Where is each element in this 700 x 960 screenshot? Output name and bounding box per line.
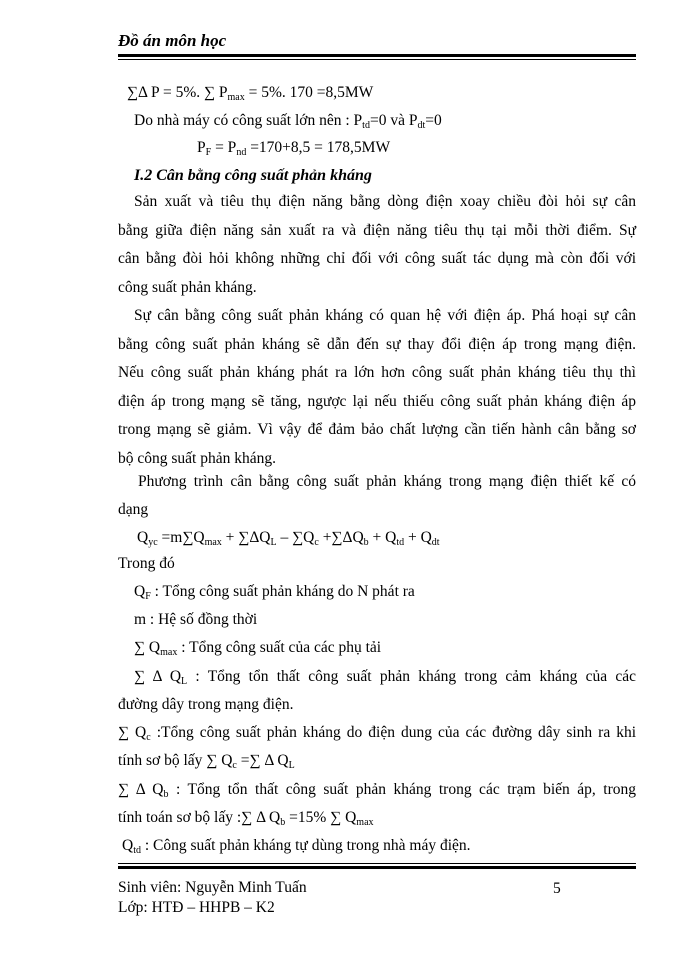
def-qmax: ∑ $Q_{max}$ : Tổng công suất của các phụ tải [134,639,382,658]
para2-line: bộ công suất phản kháng. [118,450,276,467]
footer-class: Lớp: HTĐ – HHPB – K2 [118,899,275,916]
page-number: 5 [553,880,561,897]
def-qc-cont: tính sơ bộ lấy ∑ $Q_c$ =∑ Δ $Q_L$ [118,752,295,771]
para3-line: dạng [118,501,149,518]
para2-line: Sự cân bằng công suất phản kháng có quan hệ với điện áp. Phá hoại sự cân [134,307,636,324]
def-qb: ∑ Δ $Q_b$ : Tổng tổn thất công suất phản kháng trong các trạm biến áp, trong [118,781,636,800]
para1-line: bằng giữa điện năng sản xuất ra và điện năng tiêu thụ tại mỗi thời điểm. Sự [118,222,636,239]
para1-line: công suất phản kháng. [118,279,257,296]
section-heading: I.2 Cân bằng công suất phản kháng [134,167,372,184]
def-qtd: $Q_{td}$ : Công suất phản kháng tự dùng trong nhà máy điện. [122,837,471,856]
def-ql: ∑ Δ $Q_L$ : Tổng tổn thất công suất phản kháng trong cảm kháng của các [134,668,636,687]
def-m: m : Hệ số đồng thời [134,611,258,628]
para1-line: Sản xuất và tiêu thụ điện năng bằng dòng điện xoay chiều đòi hỏi sự cân [134,193,636,210]
footer-student: Sinh viên: Nguyễn Minh Tuấn [118,879,307,896]
header-rule-thin [118,59,636,60]
para2-line: bằng công suất phản kháng sẽ dẫn đến sự thay đổi điện áp trong mạng điện. [118,336,636,353]
footer-rule-thick [118,866,636,869]
para2-line: trong mạng sẽ giảm. Vì vậy để đảm bảo chất lượng cần tiến hành cân bằng sơ [118,421,636,438]
para2-line: Nếu công suất phản kháng phát ra lớn hơn công suất phản kháng tiêu thụ thì [118,364,636,381]
calc-line-1: ∑Δ P = 5%. ∑ $P_{max} = 5\%$. 170 =8,5MW [127,84,374,103]
para3-line: Phương trình cân bằng công suất phản kháng trong mạng điện thiết kế có [138,473,636,490]
para2-line: điện áp trong mạng sẽ tăng, ngược lại nếu thiếu công suất phản kháng điện áp [118,393,636,410]
calc-line-3: $P_F = P_{nd} =170+8,5 = 178,5MW$ [197,139,391,158]
def-qb-cont: tính toán sơ bộ lấy :∑ Δ $Q_b =15\%$ ∑ $Q_{max}$ [118,809,374,828]
calc-line-2: Do nhà máy có công suất lớn nên : $P_{td}=0$ và $P_{dt}=0$ [134,112,442,131]
def-qf: $Q_F$ : Tổng công suất phản kháng do N phát ra [134,583,415,602]
footer-rule-thin [118,863,636,864]
header-rule-thick [118,54,636,57]
para1-line: cân bằng đòi hỏi không những chỉ đối với công suất tác dụng mà còn đối với [118,250,636,267]
header-title: Đồ án môn học [118,31,227,50]
balance-equation: $Q_{yc} =m\sum Q_{max} + \sum\Delta Q_L - \sum Q_c +\sum\Delta Q_b + Q_{td} + Q_{dt}$ [137,529,440,548]
where-label: Trong đó [118,555,175,572]
def-qc: ∑ $Q_c$ :Tổng công suất phản kháng do điện dung của các đường dây sinh ra khi [118,724,636,743]
def-ql-cont: đường dây trong mạng điện. [118,696,294,713]
